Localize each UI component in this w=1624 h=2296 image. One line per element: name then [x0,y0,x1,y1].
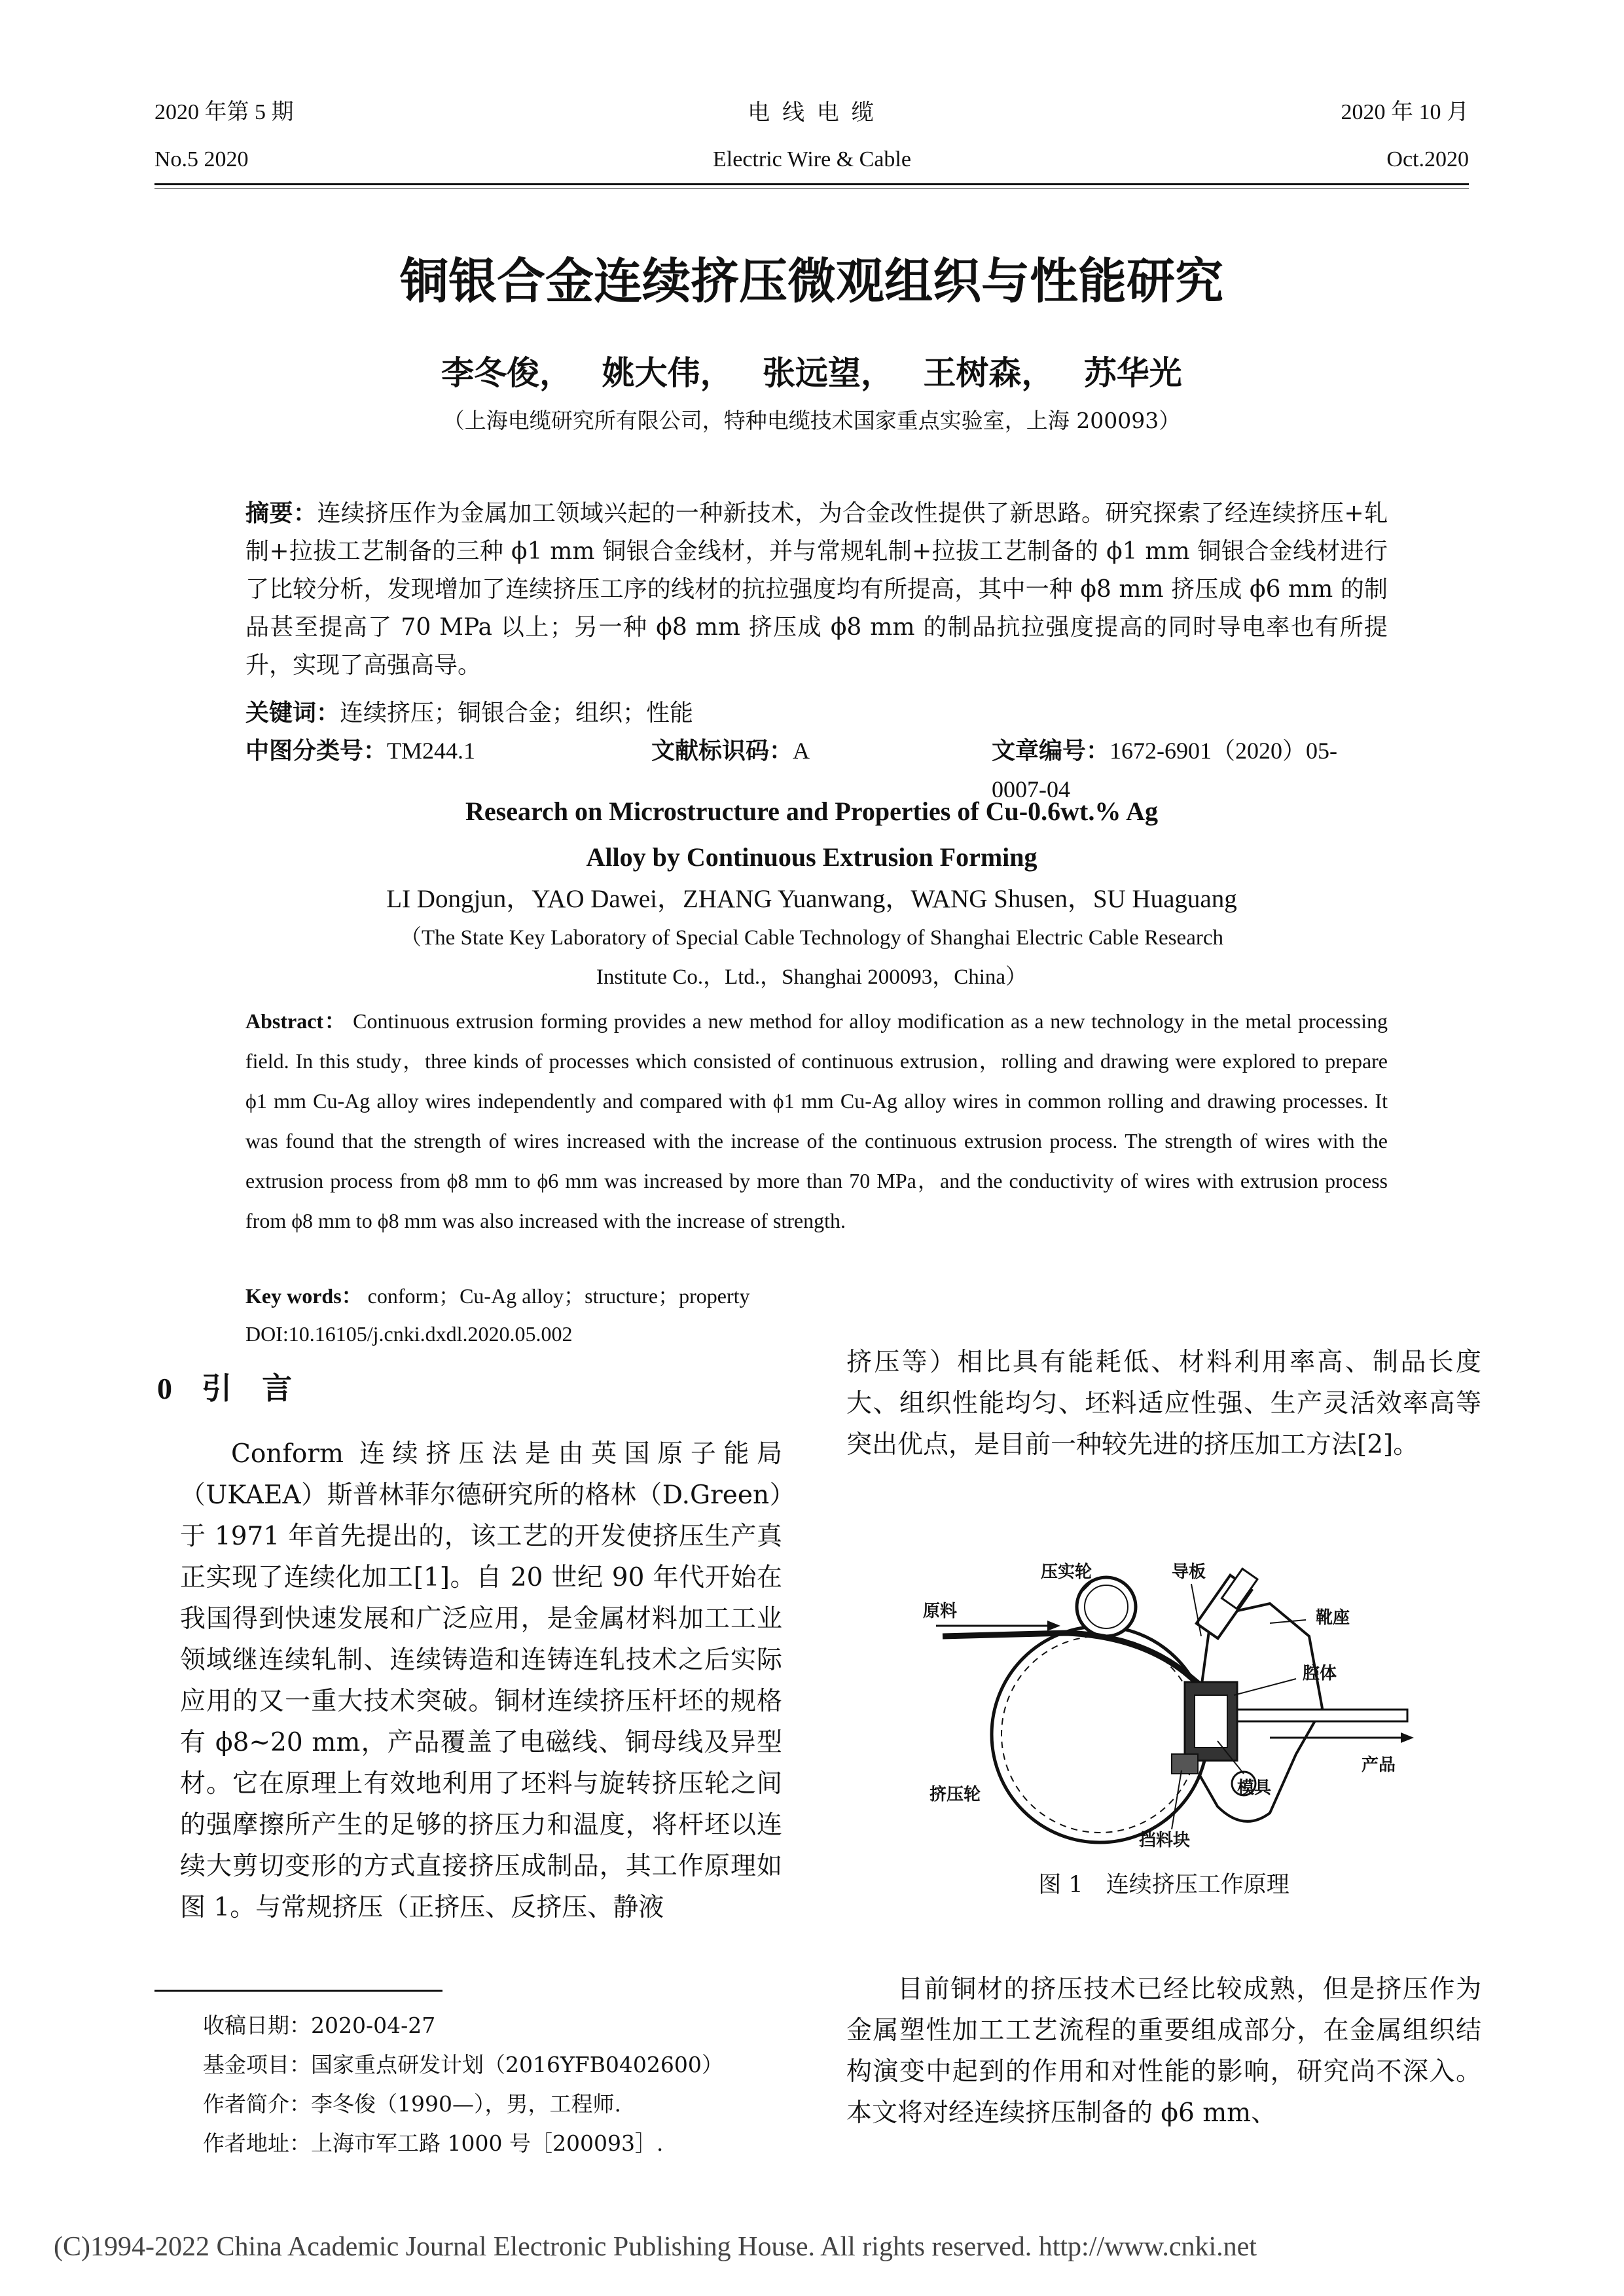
english-affiliation-line1: （The State Key Laboratory of Special Cable Technology of Shanghai Electric Cable Research [400,926,1223,950]
abstract-cn-text: 连续挤压作为金属加工领域兴起的一种新技术，为合金改性提供了新思路。研究探索了经连续挤压+轧制+拉拔工艺制备的三种 ϕ1 mm 铜银合金线材，并与常规轧制+拉拔工艺制备的 ϕ1 mm 铜银合金线材进行了比较分析，发现增加了连续挤压工序的线材的抗拉强度均有所提高，其中一种 ϕ8 mm 挤压成 ϕ6 mm 的制品甚至提高了 70 MPa 以上；另一种 ϕ8 mm 挤压成 ϕ8 mm 的制品抗拉强度提高的同时导电率也有所提升，实现了高强高导。 [245,500,1388,679]
figure-1-diagram [903,1558,1440,1852]
product-rod [1237,1710,1407,1721]
label-press-wheel: 压实轮 [1041,1562,1092,1582]
english-authors: LI Dongjun，YAO Dawei，ZHANG Yuanwang，WANG Shusen，SU Huaguang [386,885,1237,913]
leader-guide [1191,1584,1201,1636]
die [1195,1695,1227,1748]
keywords-en-text: conform；Cu-Ag alloy；structure；property [367,1284,750,1308]
label-stop: 挡料块 [1139,1831,1191,1850]
keywords-en-label: Key words： [245,1284,363,1308]
paper-title: 铜银合金连续挤压微观组织与性能研究 [400,253,1223,310]
abstract-cn-label: 摘要： [245,499,317,527]
paragraph-2: 目前铜材的挤压技术已经比较成熟，但是挤压作为金属塑性加工工艺流程的重要组成部分，在金属组织结构演变中起到的作用和对性能的影响，研究尚不深入。本文将对经连续挤压制备的 ϕ6 mm、 [846,1975,1481,2128]
label-die: 模具 [1237,1778,1272,1798]
press-wheel [1077,1577,1136,1636]
label-shoe: 靴座 [1316,1608,1350,1628]
label-guide: 导板 [1172,1562,1206,1582]
section-heading [157,1365,292,1408]
para2-column [846,1969,1481,2134]
keywords-cn-text: 连续挤压；铜银合金；组织；性能 [340,700,694,726]
section-number: 0 [157,1372,172,1405]
english-title-line2: Alloy by Continuous Extrusion Forming [586,842,1038,872]
abstract-en-label: Abstract： [245,1009,347,1033]
label-extrusion-wheel: 挤压轮 [929,1785,981,1804]
abstract-cn [245,494,1388,685]
label-cavity: 腔体 [1303,1664,1337,1683]
stop-block [1172,1754,1198,1774]
english-title-line1: Research on Microstructure and Properties of Cu-0.6wt.% Ag [465,797,1158,826]
english-affiliation-line2: Institute Co.，Ltd.，Shanghai 200093，China） [596,965,1028,989]
footnote-bio: 作者简介：李冬俊（1990—），男，工程师. [203,2091,621,2117]
header-date-en: Oct.2020 [1386,147,1469,171]
classification [245,732,475,770]
label-product: 产品 [1362,1755,1396,1775]
figure-1-caption: 图 1 连续挤压工作原理 [1038,1872,1290,1898]
english-title [154,789,1469,880]
doc-code-label: 文献标识码： [651,737,793,764]
classification-label: 中图分类号： [245,737,388,764]
article-number-label: 文章编号： [992,737,1110,764]
header-issue-en: No.5 2020 [154,147,249,171]
paper-authors: 李冬俊， 姚大伟， 张远望， 王树森， 苏华光 [441,353,1182,392]
label-raw: 原料 [923,1602,958,1621]
header-issue-cn: 2020 年第 5 期 [154,100,294,124]
intro-paragraph-1-cont: 挤压等）相比具有能耗低、材料利用率高、制品长度大、组织性能均匀、坯料适应性强、生产灵活效率高等突出优点，是目前一种较先进的挤压加工方法[2]。 [846,1348,1481,1460]
keywords-cn-label: 关键词： [245,699,340,726]
abstract-en-text: Continuous extrusion forming provides a new method for alloy modification as a new technology in the metal processing field. In this study，three kinds of processes which consisted of continuous extrusion，rolling and drawing were explored to prepare ϕ1 mm Cu-Ag alloy wires independently and compared with ϕ1 mm Cu-Ag alloy wires in common rolling and drawing processes. It was found that the strength of wires increased with the increase of the continuous extrusion process. The strength of wires with the extrusion process from ϕ8 mm to ϕ6 mm was increased by more than 70 MPa，and the conductivity of wires with extrusion process from ϕ8 mm to ϕ8 mm was also increased with the increase of strength. [245,1009,1388,1232]
section-title: 引 言 [202,1371,293,1406]
classification-value: TM244.1 [387,738,476,764]
english-affiliation [327,918,1296,997]
intro-paragraph-1: Conform 连续挤压法是由英国原子能局（UKAEA）斯普林菲尔德研究所的格林（D.Green）于 1971 年首先提出的，该工艺的开发使挤压生产真正实现了连续化加工[1]。自 20 世纪 90 年代开始在我国得到快速发展和广泛应用，是金属材料加工工业领域继连续轧制、连续铸造和连铸连轧技术之后实际应用的又一重大技术突破。铜材连续挤压杆坯的规格有 ϕ8~20 mm，产品覆盖了电磁线、铜母线及异型材。它在原理上有效地利用了坯料与旋转挤压轮之间的强摩擦所产生的足够的挤压力和温度，将杆坯以连续大剪切变形的方式直接挤压成制品，其工作原理如图 1。与常规挤压（正挤压、反挤压、静液 [180,1439,782,1922]
footnote-fund: 基金项目：国家重点研发计划（2016YFB0402600） [203,2052,723,2077]
copyright-line: (C)1994-2022 China Academic Journal Electronic Publishing House. All rights reserved. http://www.cnki.net [54,2232,1257,2262]
keywords-cn [245,694,1388,732]
header-journal-en: Electric Wire & Cable [713,147,911,171]
intro-left-column [180,1433,782,1928]
footnote-rule [154,1990,442,1992]
article-number-value: 1672-6901（2020）05-0007-04 [992,738,1337,802]
header-rule [154,183,1469,185]
keywords-en [245,1276,1388,1316]
doc-code [651,732,810,770]
abstract-en [245,1001,1388,1241]
doi: DOI:10.16105/j.cnki.dxdl.2020.05.002 [245,1322,573,1346]
footnote-received: 收稿日期：2020-04-27 [203,2013,436,2038]
header-journal-cn: 电 线 电 缆 [748,99,876,126]
doc-code-value: A [793,738,810,764]
header-date-cn: 2020 年 10 月 [1341,100,1469,124]
footnote-address: 作者地址：上海市军工路 1000 号［200093］. [203,2130,664,2156]
paper-affiliation: （上海电缆研究所有限公司，特种电缆技术国家重点实验室，上海 200093） [442,408,1181,433]
product-arrow-head [1401,1732,1414,1743]
raw-arrow-head [1047,1621,1060,1631]
intro-right-column [846,1342,1481,1465]
